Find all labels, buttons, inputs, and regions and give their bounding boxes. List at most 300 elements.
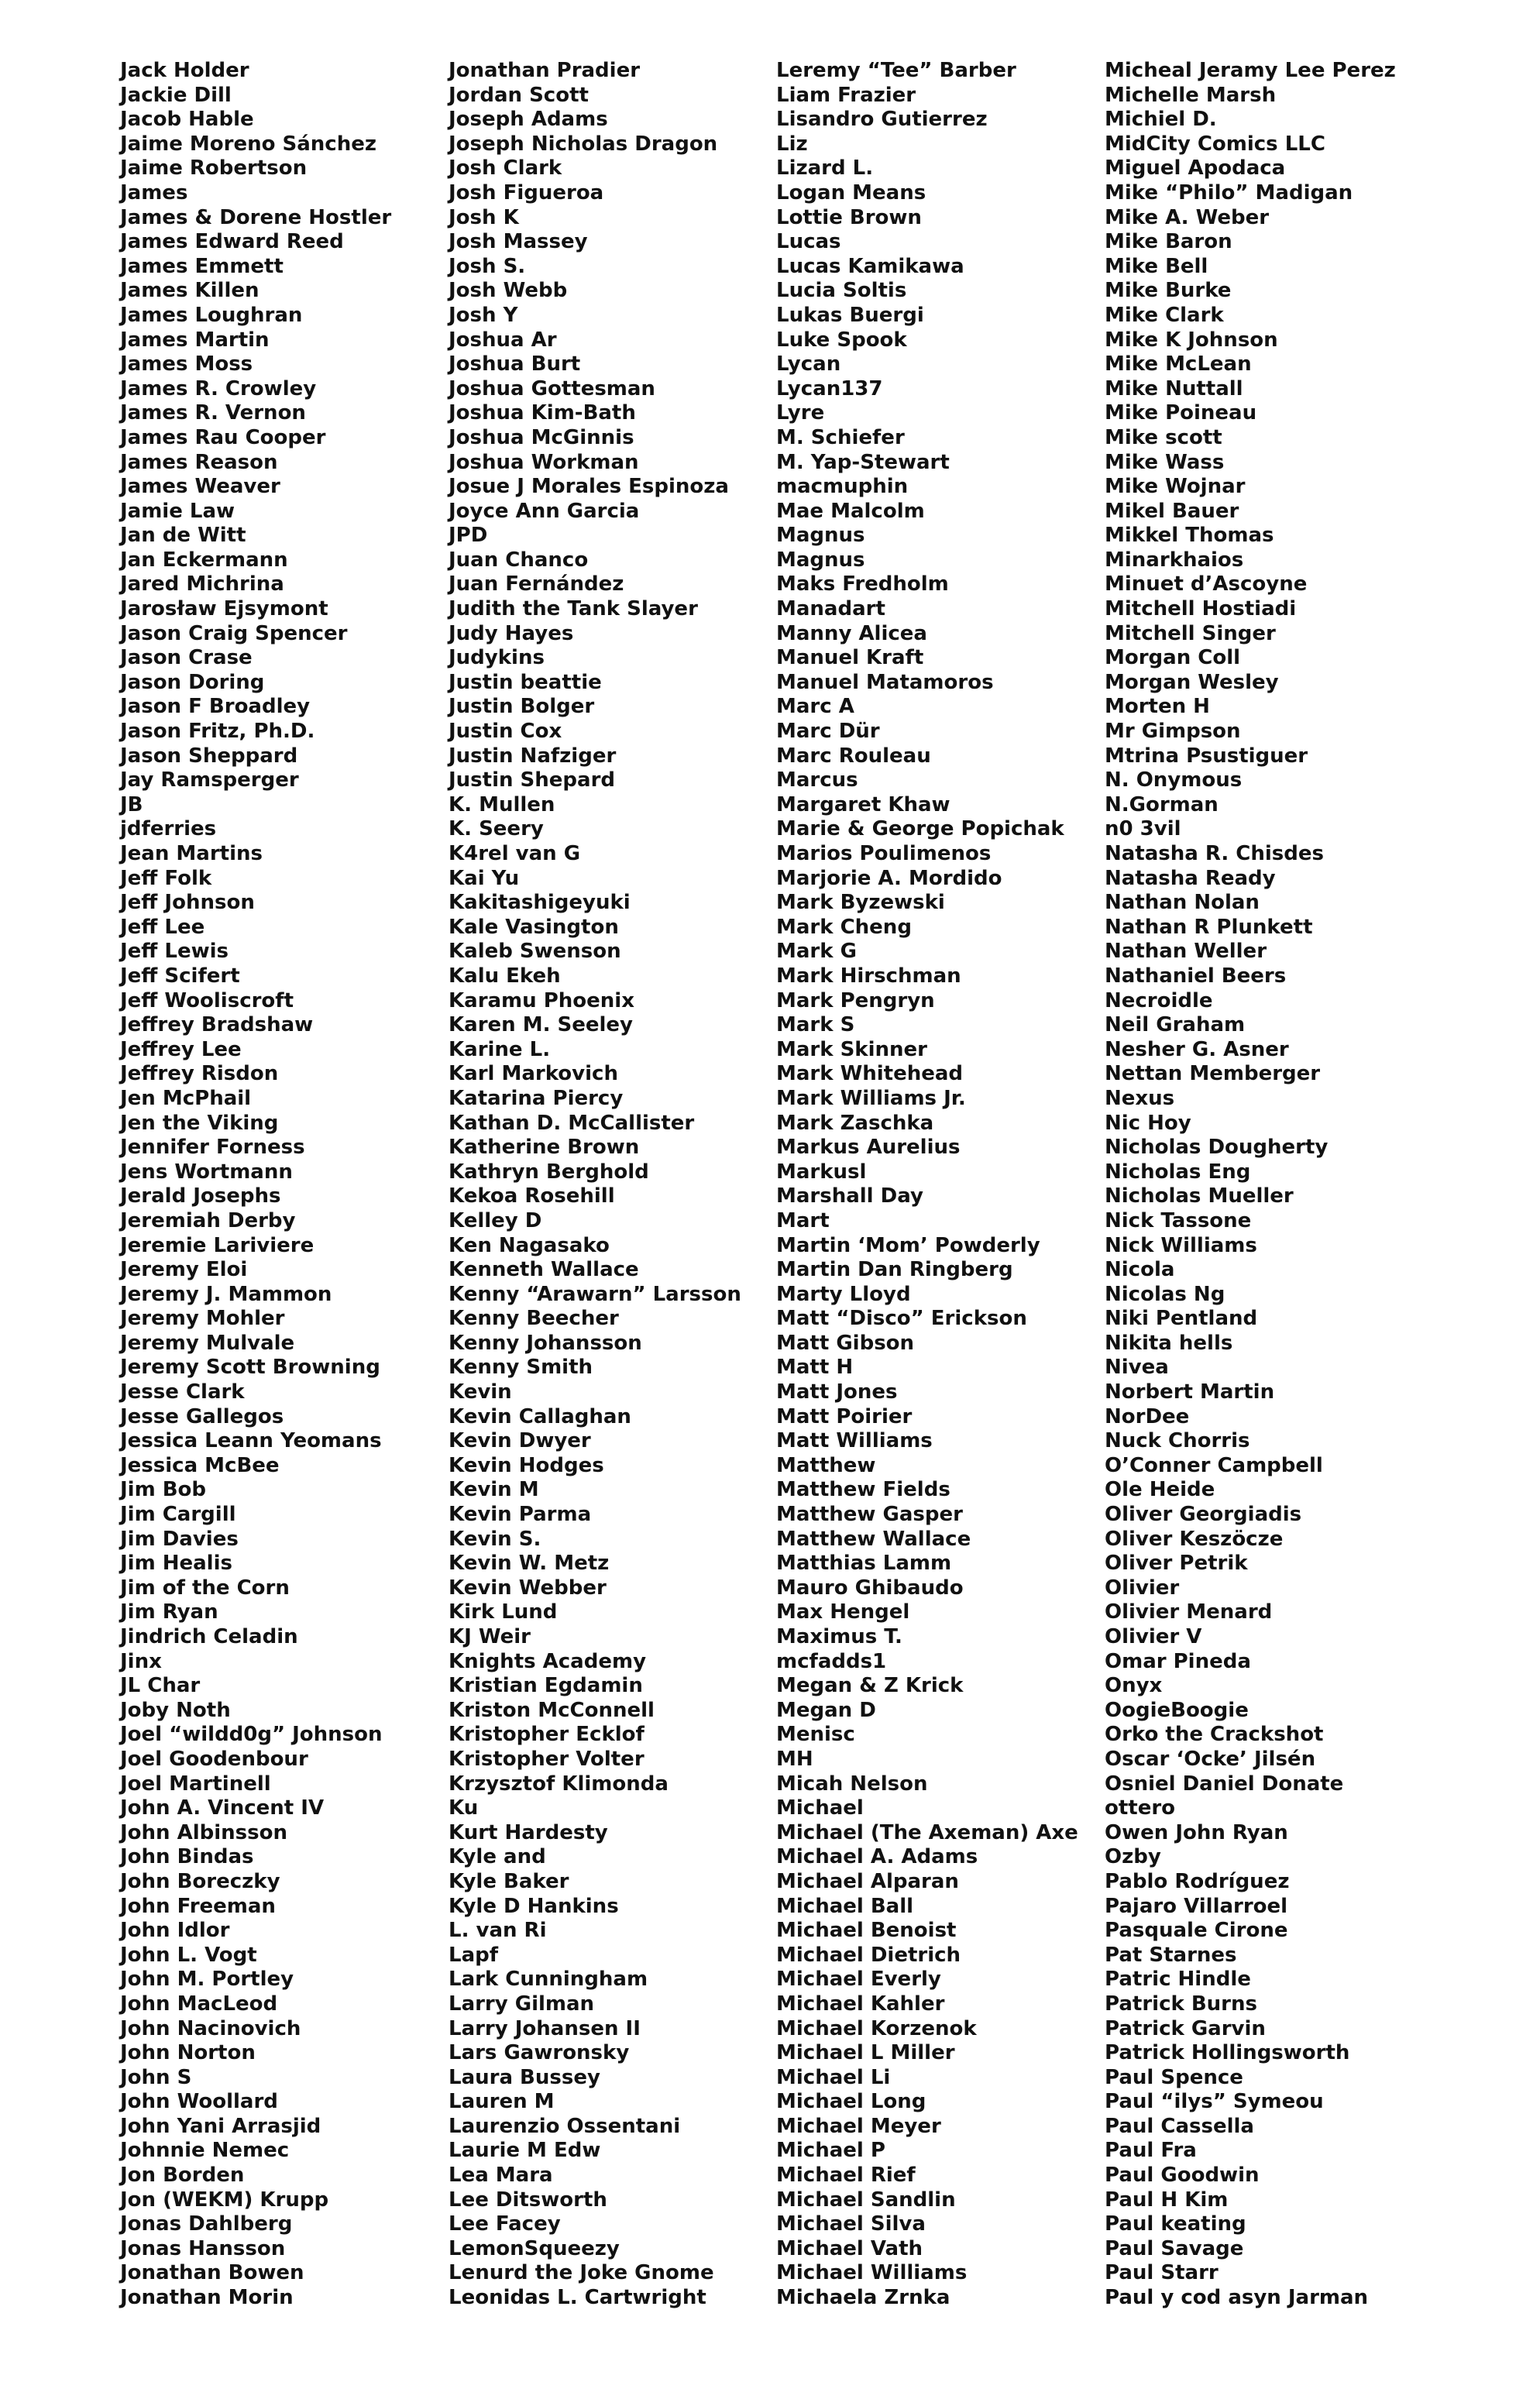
name-entry: Markusl bbox=[776, 1160, 867, 1184]
name-entry: Kalu Ekeh bbox=[449, 964, 561, 988]
name-entry: Matt Williams bbox=[776, 1429, 933, 1453]
name-entry: Paul “ilys” Symeou bbox=[1105, 2090, 1324, 2114]
name-entry: Kekoa Rosehill bbox=[449, 1184, 615, 1208]
name-entry: Lukas Buergi bbox=[776, 303, 924, 327]
name-entry: Liz bbox=[776, 132, 808, 156]
name-entry: Mark S bbox=[776, 1013, 855, 1037]
name-entry: Magnus bbox=[776, 548, 865, 572]
name-entry: Nivea bbox=[1105, 1356, 1169, 1380]
name-entry: Morten H bbox=[1105, 695, 1210, 719]
name-entry: K. Mullen bbox=[449, 792, 555, 816]
name-entry: Michael Benoist bbox=[776, 1919, 957, 1943]
name-entry: Jeremy Scott Browning bbox=[120, 1356, 380, 1380]
name-entry: Jim Davies bbox=[120, 1527, 239, 1551]
name-entry: Michiel D. bbox=[1105, 108, 1217, 132]
name-entry: Kevin Webber bbox=[449, 1576, 607, 1600]
name-entry: Jon (WEKM) Krupp bbox=[120, 2188, 329, 2212]
name-entry: Nuck Chorris bbox=[1105, 1429, 1250, 1453]
name-entry: Jerald Josephs bbox=[120, 1184, 281, 1208]
name-entry: Joshua Ar bbox=[449, 328, 557, 352]
name-entry: Mike A. Weber bbox=[1105, 205, 1270, 229]
name-entry: Ozby bbox=[1105, 1845, 1161, 1869]
name-entry: Justin Bolger bbox=[449, 695, 595, 719]
name-entry: Michael Dietrich bbox=[776, 1943, 961, 1967]
name-entry: Mikkel Thomas bbox=[1105, 524, 1274, 548]
name-entry: Mike scott bbox=[1105, 425, 1222, 449]
name-entry: Kenny Smith bbox=[449, 1356, 593, 1380]
name-entry: Jeff Johnson bbox=[120, 891, 255, 915]
name-entry: Oliver Georgiadis bbox=[1105, 1503, 1302, 1527]
name-entry: Jacob Hable bbox=[120, 108, 254, 132]
name-entry: Joel “wildd0g” Johnson bbox=[120, 1723, 383, 1747]
name-entry: Paul Starr bbox=[1105, 2261, 1219, 2285]
name-entry: John Freeman bbox=[120, 1894, 276, 1918]
name-entry: Marty Lloyd bbox=[776, 1282, 911, 1306]
name-entry: Johnnie Nemec bbox=[120, 2139, 290, 2163]
name-entry: Nic Hoy bbox=[1105, 1111, 1191, 1135]
name-entry: Justin Shepard bbox=[449, 768, 616, 792]
name-entry: Kriston McConnell bbox=[449, 1698, 655, 1722]
name-entry: Kevin bbox=[449, 1380, 512, 1404]
name-entry: Nathan R Plunkett bbox=[1105, 915, 1313, 939]
names-column-1 bbox=[120, 59, 391, 2311]
name-entry: Jared Michrina bbox=[120, 572, 284, 596]
name-entry: John Bindas bbox=[120, 1845, 254, 1869]
name-entry: Luke Spook bbox=[776, 328, 907, 352]
name-entry: Nicola bbox=[1105, 1258, 1175, 1282]
name-entry: Mae Malcolm bbox=[776, 499, 925, 523]
name-entry: K. Seery bbox=[449, 817, 544, 841]
name-entry: Lee Facey bbox=[449, 2212, 561, 2236]
name-entry: Jaime Moreno Sánchez bbox=[120, 132, 376, 156]
name-entry: Olivier Menard bbox=[1105, 1600, 1273, 1624]
name-entry: Kevin Dwyer bbox=[449, 1429, 591, 1453]
name-entry: Jinx bbox=[120, 1649, 162, 1673]
name-entry: John Boreczky bbox=[120, 1869, 280, 1893]
name-entry: Michael Sandlin bbox=[776, 2188, 956, 2212]
name-entry: NorDee bbox=[1105, 1404, 1190, 1428]
name-entry: Laurie M Edw bbox=[449, 2139, 601, 2163]
name-entry: Ole Heide bbox=[1105, 1478, 1215, 1502]
name-entry: Mark Byzewski bbox=[776, 891, 945, 915]
name-entry: Marie & George Popichak bbox=[776, 817, 1064, 841]
name-entry: Mitchell Hostiadi bbox=[1105, 597, 1297, 621]
name-entry: Olivier bbox=[1105, 1576, 1180, 1600]
name-entry: Kristopher Ecklof bbox=[449, 1723, 645, 1747]
name-entry: Michael Silva bbox=[776, 2212, 926, 2236]
name-entry: Michael Ball bbox=[776, 1894, 914, 1918]
name-entry: Jason F Broadley bbox=[120, 695, 311, 719]
name-entry: O’Conner Campbell bbox=[1105, 1453, 1323, 1477]
names-column-2 bbox=[449, 59, 741, 2311]
name-entry: Matt “Disco” Erickson bbox=[776, 1307, 1027, 1331]
name-entry: Judykins bbox=[449, 646, 545, 670]
name-entry: Kevin M bbox=[449, 1478, 539, 1502]
name-entry: Mark G bbox=[776, 940, 857, 964]
name-entry: Minuet d’Ascoyne bbox=[1105, 572, 1308, 596]
name-entry: John Woollard bbox=[120, 2090, 278, 2114]
name-entry: Magnus bbox=[776, 524, 865, 548]
name-entry: Nicolas Ng bbox=[1105, 1282, 1225, 1306]
name-entry: John A. Vincent IV bbox=[120, 1796, 325, 1820]
name-entry: Jeremy Mulvale bbox=[120, 1331, 295, 1355]
name-entry: Lars Gawronsky bbox=[449, 2041, 630, 2065]
name-entry: Mauro Ghibaudo bbox=[776, 1576, 964, 1600]
name-entry: Karamu Phoenix bbox=[449, 988, 634, 1012]
name-entry: Jordan Scott bbox=[449, 83, 589, 107]
name-entry: Justin Cox bbox=[449, 720, 562, 744]
name-entry: Kenny Johansson bbox=[449, 1331, 642, 1355]
name-entry: M. Schiefer bbox=[776, 425, 905, 449]
name-entry: Mark Williams Jr. bbox=[776, 1086, 966, 1110]
name-entry: L. van Ri bbox=[449, 1919, 547, 1943]
name-entry: Manny Alicea bbox=[776, 621, 927, 645]
name-entry: Kathryn Berghold bbox=[449, 1160, 649, 1184]
name-entry: Megan D bbox=[776, 1698, 876, 1722]
name-entry: Mike Burke bbox=[1105, 279, 1232, 303]
name-entry: James Moss bbox=[120, 352, 253, 376]
name-entry: Joshua Kim-Bath bbox=[449, 401, 636, 425]
name-entry: James Edward Reed bbox=[120, 230, 344, 254]
name-entry: Larry Johansen II bbox=[449, 2016, 641, 2040]
name-entry: Jason Crase bbox=[120, 646, 253, 670]
name-entry: Jen McPhail bbox=[120, 1086, 252, 1110]
name-entry: Judy Hayes bbox=[449, 621, 574, 645]
name-entry: Matthew Gasper bbox=[776, 1503, 963, 1527]
name-entry: Norbert Martin bbox=[1105, 1380, 1275, 1404]
name-entry: Mr Gimpson bbox=[1105, 720, 1241, 744]
name-entry: Joel Martinell bbox=[120, 1772, 271, 1796]
name-entry: Jonas Dahlberg bbox=[120, 2212, 293, 2236]
name-entry: Mark Cheng bbox=[776, 915, 912, 939]
name-entry: Miguel Apodaca bbox=[1105, 156, 1286, 180]
name-entry: Jeff Wooliscroft bbox=[120, 988, 294, 1012]
name-entry: Kyle D Hankins bbox=[449, 1894, 619, 1918]
name-entry: N. Onymous bbox=[1105, 768, 1243, 792]
name-entry: Josh Figueroa bbox=[449, 180, 604, 205]
name-entry: Michael Korzenok bbox=[776, 2016, 977, 2040]
name-entry: Micheal Jeramy Lee Perez bbox=[1105, 59, 1396, 82]
name-entry: Lizard L. bbox=[776, 156, 874, 180]
name-entry: Nexus bbox=[1105, 1086, 1175, 1110]
name-entry: Osniel Daniel Donate bbox=[1105, 1772, 1344, 1796]
name-entry: Michael L Miller bbox=[776, 2041, 955, 2065]
name-entry: Jeffrey Risdon bbox=[120, 1062, 279, 1086]
name-entry: Jon Borden bbox=[120, 2164, 245, 2188]
name-entry: Margaret Khaw bbox=[776, 792, 950, 816]
name-entry: Jeff Folk bbox=[120, 866, 212, 890]
name-entry: Juan Chanco bbox=[449, 548, 589, 572]
name-entry: Marios Poulimenos bbox=[776, 842, 992, 865]
name-entry: Michael (The Axeman) Axe bbox=[776, 1820, 1078, 1844]
name-entry: Karine L. bbox=[449, 1037, 551, 1061]
name-entry: Marc Rouleau bbox=[776, 744, 931, 768]
name-entry: ottero bbox=[1105, 1796, 1176, 1820]
name-entry: Jeff Lewis bbox=[120, 940, 229, 964]
name-entry: Karl Markovich bbox=[449, 1062, 618, 1086]
name-entry: Nicholas Mueller bbox=[1105, 1184, 1294, 1208]
name-entry: Joel Goodenbour bbox=[120, 1747, 308, 1771]
name-entry: Knights Academy bbox=[449, 1649, 647, 1673]
name-entry: James Martin bbox=[120, 328, 270, 352]
name-entry: Natasha R. Chisdes bbox=[1105, 842, 1324, 865]
name-entry: Jonathan Morin bbox=[120, 2286, 294, 2310]
name-entry: James Reason bbox=[120, 450, 278, 474]
name-entry: Paul Fra bbox=[1105, 2139, 1197, 2163]
name-entry: Matthew bbox=[776, 1453, 876, 1477]
name-entry: John Yani Arrasjid bbox=[120, 2114, 321, 2138]
name-entry: Matt Poirier bbox=[776, 1404, 913, 1428]
name-entry: Paul keating bbox=[1105, 2212, 1246, 2236]
name-entry: Nicholas Eng bbox=[1105, 1160, 1251, 1184]
name-entry: Jeffrey Lee bbox=[120, 1037, 242, 1061]
name-entry: Jessica McBee bbox=[120, 1453, 280, 1477]
name-entry: Manadart bbox=[776, 597, 885, 621]
name-entry: Lycan137 bbox=[776, 376, 883, 400]
name-entry: Paul y cod asyn Jarman bbox=[1105, 2286, 1369, 2310]
name-entry: JL Char bbox=[120, 1674, 201, 1698]
name-entry: Pablo Rodríguez bbox=[1105, 1869, 1290, 1893]
name-entry: Manuel Kraft bbox=[776, 646, 924, 670]
name-entry: Markus Aurelius bbox=[776, 1136, 961, 1160]
name-entry: Onyx bbox=[1105, 1674, 1163, 1698]
name-entry: Kirk Lund bbox=[449, 1600, 558, 1624]
name-entry: Mitchell Singer bbox=[1105, 621, 1276, 645]
name-entry: Morgan Coll bbox=[1105, 646, 1241, 670]
name-entry: Katarina Piercy bbox=[449, 1086, 624, 1110]
name-entry: Liam Frazier bbox=[776, 83, 916, 107]
name-entry: Matt Jones bbox=[776, 1380, 898, 1404]
name-entry: Jesse Gallegos bbox=[120, 1404, 284, 1428]
name-entry: Mikel Bauer bbox=[1105, 499, 1239, 523]
name-entry: James & Dorene Hostler bbox=[120, 205, 392, 229]
name-entry: Josh Webb bbox=[449, 279, 568, 303]
names-column-3 bbox=[776, 59, 1078, 2311]
name-entry: Marjorie A. Mordido bbox=[776, 866, 1002, 890]
name-entry: John Nacinovich bbox=[120, 2016, 301, 2040]
name-entry: Joshua Burt bbox=[449, 352, 581, 376]
name-entry: Matthew Fields bbox=[776, 1478, 950, 1502]
name-entry: Mark Pengryn bbox=[776, 988, 935, 1012]
name-entry: Jay Ramsperger bbox=[120, 768, 299, 792]
name-entry: Olivier V bbox=[1105, 1625, 1202, 1648]
name-entry: Lisandro Gutierrez bbox=[776, 108, 988, 132]
name-entry: K4rel van G bbox=[449, 842, 581, 865]
name-entry: Jessica Leann Yeomans bbox=[120, 1429, 382, 1453]
name-entry: Neil Graham bbox=[1105, 1013, 1246, 1037]
name-entry: n0 3vil bbox=[1105, 817, 1181, 841]
name-entry: Nesher G. Asner bbox=[1105, 1037, 1289, 1061]
name-entry: Jason Doring bbox=[120, 670, 265, 694]
name-entry: macmuphin bbox=[776, 475, 909, 499]
name-entry: Lenurd the Joke Gnome bbox=[449, 2261, 714, 2285]
name-entry: Nathaniel Beers bbox=[1105, 964, 1287, 988]
name-entry: Jason Sheppard bbox=[120, 744, 298, 768]
name-entry: Michael bbox=[776, 1796, 864, 1820]
name-entry: Paul Cassella bbox=[1105, 2114, 1254, 2138]
name-entry: Josh Y bbox=[449, 303, 518, 327]
name-entry: James Emmett bbox=[120, 254, 284, 278]
name-entry: Michael Meyer bbox=[776, 2114, 941, 2138]
name-entry: Jackie Dill bbox=[120, 83, 232, 107]
name-entry: Minarkhaios bbox=[1105, 548, 1244, 572]
name-entry: Nick Williams bbox=[1105, 1233, 1257, 1257]
name-entry: Mike Nuttall bbox=[1105, 376, 1243, 400]
name-entry: Mark Zaschka bbox=[776, 1111, 934, 1135]
name-entry: Lucas Kamikawa bbox=[776, 254, 964, 278]
name-entry: Kristopher Volter bbox=[449, 1747, 645, 1771]
name-entry: Mark Whitehead bbox=[776, 1062, 964, 1086]
name-entry: Josue J Morales Espinoza bbox=[449, 475, 729, 499]
name-entry: N.Gorman bbox=[1105, 792, 1219, 816]
name-entry: Mike McLean bbox=[1105, 352, 1252, 376]
name-entry: Lucas bbox=[776, 230, 841, 254]
name-entry: Michael Vath bbox=[776, 2236, 923, 2260]
name-entry: Niki Pentland bbox=[1105, 1307, 1258, 1331]
name-entry: John S bbox=[120, 2065, 192, 2089]
name-entry: James Weaver bbox=[120, 475, 280, 499]
name-entry: Marshall Day bbox=[776, 1184, 923, 1208]
name-entry: Necroidle bbox=[1105, 988, 1213, 1012]
name-entry: Marc Dür bbox=[776, 720, 880, 744]
name-entry: Megan & Z Krick bbox=[776, 1674, 964, 1698]
name-entry: Jeremy J. Mammon bbox=[120, 1282, 332, 1306]
name-entry: Mart bbox=[776, 1208, 830, 1232]
name-entry: Michael Williams bbox=[776, 2261, 968, 2285]
name-entry: Jason Fritz, Ph.D. bbox=[120, 720, 315, 744]
name-entry: Oliver Keszöcze bbox=[1105, 1527, 1284, 1551]
name-entry: Joshua Gottesman bbox=[449, 376, 655, 400]
name-entry: Michael P bbox=[776, 2139, 885, 2163]
name-entry: Oscar ‘Ocke’ Jilsén bbox=[1105, 1747, 1316, 1771]
name-entry: Jaime Robertson bbox=[120, 156, 308, 180]
name-entry: Kai Yu bbox=[449, 866, 520, 890]
name-entry: Kurt Hardesty bbox=[449, 1820, 608, 1844]
name-entry: Michael Long bbox=[776, 2090, 926, 2114]
name-entry: Jeremie Lariviere bbox=[120, 1233, 315, 1257]
name-entry: mcfadds1 bbox=[776, 1649, 887, 1673]
name-entry: Manuel Matamoros bbox=[776, 670, 994, 694]
name-entry: Nick Tassone bbox=[1105, 1208, 1252, 1232]
name-entry: Martin Dan Ringberg bbox=[776, 1258, 1013, 1282]
name-entry: Matthew Wallace bbox=[776, 1527, 971, 1551]
name-entry: John Norton bbox=[120, 2041, 256, 2065]
name-entry: John L. Vogt bbox=[120, 1943, 257, 1967]
name-entry: Kakitashigeyuki bbox=[449, 891, 631, 915]
name-entry: James bbox=[120, 180, 188, 205]
name-entry: Michael Kahler bbox=[776, 1992, 945, 2016]
name-entry: Pajaro Villarroel bbox=[1105, 1894, 1288, 1918]
name-entry: Jonathan Pradier bbox=[449, 59, 641, 82]
name-entry: Max Hengel bbox=[776, 1600, 910, 1624]
name-entry: JPD bbox=[449, 524, 488, 548]
name-entry: Jesse Clark bbox=[120, 1380, 245, 1404]
name-entry: Justin Nafziger bbox=[449, 744, 617, 768]
name-entry: Jonas Hansson bbox=[120, 2236, 286, 2260]
name-entry: MidCity Comics LLC bbox=[1105, 132, 1325, 156]
name-entry: Jan de Witt bbox=[120, 524, 246, 548]
name-entry: Nathan Nolan bbox=[1105, 891, 1260, 915]
name-entry: Micah Nelson bbox=[776, 1772, 928, 1796]
name-entry: Jim Bob bbox=[120, 1478, 207, 1502]
name-entry: Mike Baron bbox=[1105, 230, 1232, 254]
name-entry: Larry Gilman bbox=[449, 1992, 595, 2016]
name-entry: Jim Ryan bbox=[120, 1600, 218, 1624]
name-entry: Joshua McGinnis bbox=[449, 425, 634, 449]
name-entry: Kenneth Wallace bbox=[449, 1258, 639, 1282]
name-entry: Mike “Philo” Madigan bbox=[1105, 180, 1353, 205]
name-entry: KJ Weir bbox=[449, 1625, 531, 1648]
name-entry: Jindrich Celadin bbox=[120, 1625, 298, 1648]
name-entry: Pasquale Cirone bbox=[1105, 1919, 1288, 1943]
name-entry: Patrick Burns bbox=[1105, 1992, 1257, 2016]
name-entry: Michael Alparan bbox=[776, 1869, 959, 1893]
name-entry: Leremy “Tee” Barber bbox=[776, 59, 1016, 82]
name-entry: Jean Martins bbox=[120, 842, 263, 865]
name-entry: Owen John Ryan bbox=[1105, 1820, 1288, 1844]
name-entry: Michaela Zrnka bbox=[776, 2286, 950, 2310]
name-entry: Kelley D bbox=[449, 1208, 542, 1232]
name-entry: Mike Clark bbox=[1105, 303, 1224, 327]
name-entry: Ku bbox=[449, 1796, 479, 1820]
name-entry: Michelle Marsh bbox=[1105, 83, 1277, 107]
name-entry: Nikita hells bbox=[1105, 1331, 1233, 1355]
name-entry: Kaleb Swenson bbox=[449, 940, 621, 964]
name-entry: Kevin Hodges bbox=[449, 1453, 604, 1477]
name-entry: Karen M. Seeley bbox=[449, 1013, 633, 1037]
name-entry: Maks Fredholm bbox=[776, 572, 949, 596]
name-entry: Jamie Law bbox=[120, 499, 235, 523]
name-entry: Laura Bussey bbox=[449, 2065, 600, 2089]
name-entry: Kevin S. bbox=[449, 1527, 541, 1551]
name-entry: Mike K Johnson bbox=[1105, 328, 1278, 352]
name-entry: Josh K bbox=[449, 205, 519, 229]
name-entry: Morgan Wesley bbox=[1105, 670, 1279, 694]
name-entry: Paul H Kim bbox=[1105, 2188, 1229, 2212]
name-entry: Lottie Brown bbox=[776, 205, 922, 229]
name-entry: Orko the Crackshot bbox=[1105, 1723, 1324, 1747]
name-entry: Kyle and bbox=[449, 1845, 546, 1869]
name-entry: Nicholas Dougherty bbox=[1105, 1136, 1329, 1160]
name-entry: Paul Savage bbox=[1105, 2236, 1244, 2260]
name-entry: Jeff Scifert bbox=[120, 964, 240, 988]
name-entry: Paul Spence bbox=[1105, 2065, 1243, 2089]
name-entry: John Albinsson bbox=[120, 1820, 287, 1844]
name-entry: OogieBoogie bbox=[1105, 1698, 1249, 1722]
name-entry: Natasha Ready bbox=[1105, 866, 1276, 890]
name-entry: Omar Pineda bbox=[1105, 1649, 1251, 1673]
name-entry: Michael A. Adams bbox=[776, 1845, 978, 1869]
name-entry: Joshua Workman bbox=[449, 450, 639, 474]
name-entry: James R. Crowley bbox=[120, 376, 317, 400]
name-entry: Mike Wass bbox=[1105, 450, 1225, 474]
name-entry: Jonathan Bowen bbox=[120, 2261, 304, 2285]
name-entry: Lycan bbox=[776, 352, 841, 376]
name-entry: Patrick Garvin bbox=[1105, 2016, 1266, 2040]
name-entry: M. Yap-Stewart bbox=[776, 450, 950, 474]
name-entry: Josh Clark bbox=[449, 156, 562, 180]
name-entry: Joseph Adams bbox=[449, 108, 608, 132]
name-entry: Joby Noth bbox=[120, 1698, 231, 1722]
name-entry: Lee Ditsworth bbox=[449, 2188, 607, 2212]
name-entry: Michael Rief bbox=[776, 2164, 916, 2188]
name-entry: Lea Mara bbox=[449, 2164, 553, 2188]
name-entry: Lucia Soltis bbox=[776, 279, 907, 303]
name-entry: Jeremy Eloi bbox=[120, 1258, 248, 1282]
name-entry: Jarosław Ejsymont bbox=[120, 597, 328, 621]
name-entry: Jim of the Corn bbox=[120, 1576, 290, 1600]
name-entry: Jeremy Mohler bbox=[120, 1307, 285, 1331]
